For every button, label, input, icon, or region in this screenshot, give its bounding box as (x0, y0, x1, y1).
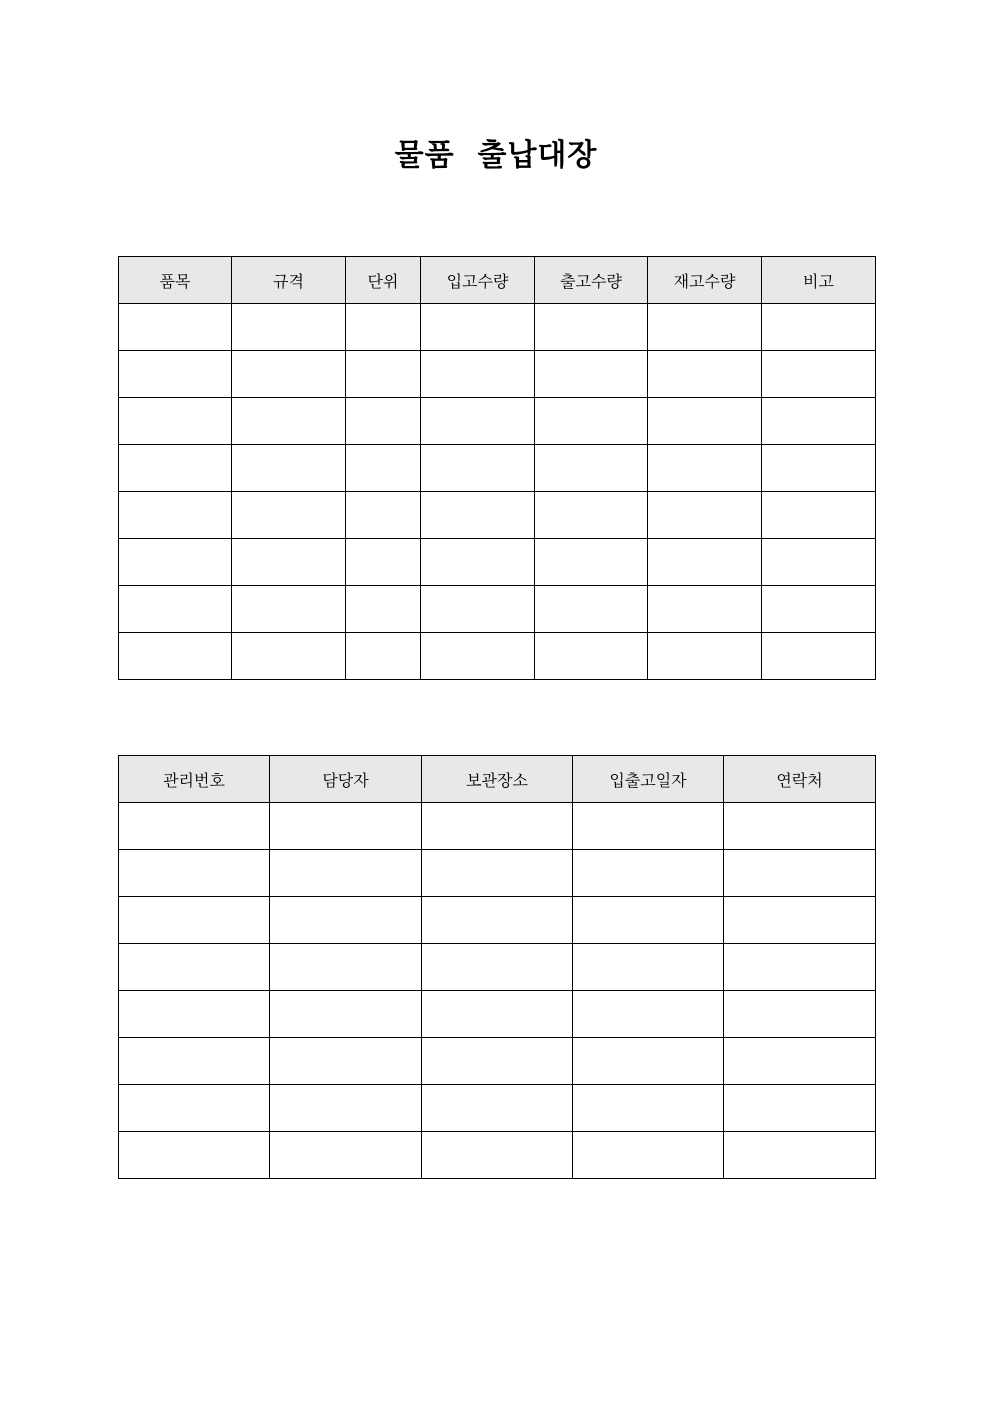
table-cell[interactable] (535, 539, 648, 586)
table-cell[interactable] (762, 445, 876, 492)
table-row (119, 633, 876, 680)
table-cell[interactable] (535, 304, 648, 351)
table-cell[interactable] (648, 492, 762, 539)
table-cell[interactable] (762, 351, 876, 398)
table-cell[interactable] (346, 351, 421, 398)
table-cell[interactable] (724, 1038, 876, 1085)
table-cell[interactable] (421, 398, 535, 445)
table-cell[interactable] (346, 586, 421, 633)
table-cell[interactable] (573, 1132, 724, 1179)
table-row (119, 944, 876, 991)
table-cell[interactable] (762, 492, 876, 539)
table-cell[interactable] (535, 492, 648, 539)
table-row (119, 398, 876, 445)
column-header-in-out-date: 입출고일자 (573, 756, 724, 803)
table-row (119, 1085, 876, 1132)
table-cell[interactable] (535, 445, 648, 492)
table-row (119, 304, 876, 351)
table-cell[interactable] (573, 944, 724, 991)
table-cell[interactable] (119, 492, 232, 539)
table-cell[interactable] (724, 944, 876, 991)
table-cell[interactable] (119, 304, 232, 351)
table-cell[interactable] (232, 351, 346, 398)
column-header-management-no: 관리번호 (119, 756, 270, 803)
table-cell[interactable] (119, 944, 270, 991)
table-cell[interactable] (119, 850, 270, 897)
table-cell[interactable] (346, 304, 421, 351)
table-cell[interactable] (422, 803, 573, 850)
table-cell[interactable] (648, 586, 762, 633)
table-header-row (119, 257, 876, 304)
table-cell[interactable] (119, 1038, 270, 1085)
table-row (119, 445, 876, 492)
table-cell[interactable] (119, 445, 232, 492)
table-cell[interactable] (270, 850, 422, 897)
items-ledger-table (118, 256, 876, 680)
management-ledger-table (118, 755, 876, 1179)
table-cell[interactable] (346, 633, 421, 680)
table-cell[interactable] (232, 304, 346, 351)
table-cell[interactable] (573, 991, 724, 1038)
table-header-row (119, 756, 876, 803)
table-cell[interactable] (421, 539, 535, 586)
table-cell[interactable] (346, 398, 421, 445)
table-cell[interactable] (119, 897, 270, 944)
column-header-spec: 규격 (232, 257, 346, 304)
table-cell[interactable] (648, 351, 762, 398)
table-cell[interactable] (762, 633, 876, 680)
table-cell[interactable] (573, 803, 724, 850)
table-row (119, 1132, 876, 1179)
table-row (119, 492, 876, 539)
table-cell[interactable] (724, 803, 876, 850)
column-header-in-qty: 입고수량 (421, 257, 535, 304)
table-cell[interactable] (232, 633, 346, 680)
table-row (119, 897, 876, 944)
table-cell[interactable] (762, 398, 876, 445)
table-row (119, 991, 876, 1038)
table-cell[interactable] (346, 539, 421, 586)
table-cell[interactable] (648, 633, 762, 680)
table-cell[interactable] (119, 633, 232, 680)
table-cell[interactable] (724, 1085, 876, 1132)
table-cell[interactable] (648, 539, 762, 586)
table-cell[interactable] (119, 586, 232, 633)
table-cell[interactable] (119, 398, 232, 445)
table-cell[interactable] (270, 803, 422, 850)
table-cell[interactable] (119, 1132, 270, 1179)
table-cell[interactable] (422, 944, 573, 991)
column-header-stock-qty: 재고수량 (648, 257, 762, 304)
table-cell[interactable] (232, 586, 346, 633)
table-cell[interactable] (573, 897, 724, 944)
table-cell[interactable] (119, 351, 232, 398)
table-row (119, 803, 876, 850)
column-header-remarks: 비고 (762, 257, 876, 304)
table-cell[interactable] (421, 633, 535, 680)
table-cell[interactable] (346, 492, 421, 539)
table-cell[interactable] (573, 1038, 724, 1085)
table-cell[interactable] (421, 445, 535, 492)
table-cell[interactable] (762, 539, 876, 586)
column-header-item: 품목 (119, 257, 232, 304)
table-cell[interactable] (762, 304, 876, 351)
table-cell[interactable] (119, 803, 270, 850)
table-cell[interactable] (535, 398, 648, 445)
table-cell[interactable] (232, 398, 346, 445)
table-cell[interactable] (346, 445, 421, 492)
table-cell[interactable] (648, 398, 762, 445)
table-cell[interactable] (119, 539, 232, 586)
table-cell[interactable] (573, 1085, 724, 1132)
table-cell[interactable] (270, 991, 422, 1038)
column-header-out-qty: 출고수량 (535, 257, 648, 304)
table-row (119, 539, 876, 586)
table-cell[interactable] (119, 991, 270, 1038)
table-cell[interactable] (270, 1038, 422, 1085)
table-cell[interactable] (535, 351, 648, 398)
column-header-storage-location: 보관장소 (422, 756, 573, 803)
table-cell[interactable] (270, 897, 422, 944)
table-cell[interactable] (421, 351, 535, 398)
table-cell[interactable] (422, 1132, 573, 1179)
table-cell[interactable] (421, 304, 535, 351)
table-cell[interactable] (573, 850, 724, 897)
table-cell[interactable] (421, 586, 535, 633)
table-cell[interactable] (232, 539, 346, 586)
column-header-unit: 단위 (346, 257, 421, 304)
table-row (119, 586, 876, 633)
table-cell[interactable] (421, 492, 535, 539)
page-title: 물품 출납대장 (394, 138, 598, 173)
table-cell[interactable] (648, 304, 762, 351)
table-cell[interactable] (270, 944, 422, 991)
table-cell[interactable] (422, 1085, 573, 1132)
table-cell[interactable] (724, 991, 876, 1038)
table-cell[interactable] (648, 445, 762, 492)
table-cell[interactable] (422, 991, 573, 1038)
table-cell[interactable] (270, 1132, 422, 1179)
table-cell[interactable] (724, 850, 876, 897)
column-header-manager: 담당자 (270, 756, 422, 803)
table-row (119, 351, 876, 398)
table-cell[interactable] (119, 1085, 270, 1132)
table-cell[interactable] (535, 633, 648, 680)
table-row (119, 850, 876, 897)
table-cell[interactable] (422, 897, 573, 944)
table-cell[interactable] (270, 1085, 422, 1132)
table-cell[interactable] (724, 1132, 876, 1179)
table-cell[interactable] (422, 1038, 573, 1085)
table-cell[interactable] (724, 897, 876, 944)
table-row (119, 1038, 876, 1085)
table-cell[interactable] (232, 492, 346, 539)
table-cell[interactable] (232, 445, 346, 492)
table-cell[interactable] (535, 586, 648, 633)
table-cell[interactable] (762, 586, 876, 633)
table-cell[interactable] (422, 850, 573, 897)
column-header-contact: 연락처 (724, 756, 876, 803)
